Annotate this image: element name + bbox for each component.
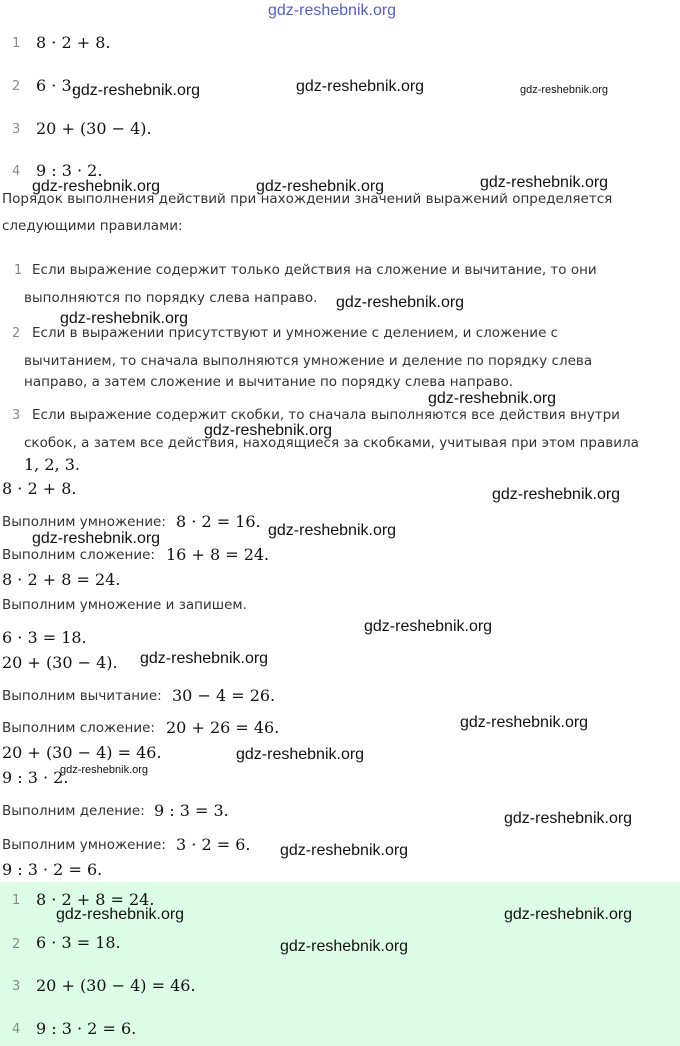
rule-text: вычитанием, то сначала выполняются умножение и деление по порядку слева xyxy=(24,353,593,369)
watermark: gdz-reshebnik.org xyxy=(336,294,465,311)
answer-expression: 6 · 3 = 18. xyxy=(36,933,121,952)
task-number: 1 xyxy=(12,36,21,51)
step-label: Выполним умножение и запишем. xyxy=(2,597,247,613)
rule-number: 2 xyxy=(12,326,21,341)
watermark: gdz-reshebnik.org xyxy=(504,906,633,923)
step-label: Выполним умножение: xyxy=(2,837,166,853)
solution-expression: 9 : 3 · 2. xyxy=(2,768,69,787)
task-number: 2 xyxy=(12,79,21,94)
rule-text: выполняются по порядку слева направо. xyxy=(24,290,318,306)
watermark: gdz-reshebnik.org xyxy=(256,178,385,195)
rule-text: Если выражение содержит только действия на сложение и вычитание, то они xyxy=(32,262,597,278)
watermark: gdz-reshebnik.org xyxy=(492,486,621,503)
step-math: 9 : 3 = 3. xyxy=(154,801,229,820)
step-math: 8 · 2 = 16. xyxy=(176,512,261,531)
step-math: 16 + 8 = 24. xyxy=(166,545,270,564)
step-math: 20 + 26 = 46. xyxy=(166,718,280,737)
watermark: gdz-reshebnik.org xyxy=(296,78,425,95)
solution-result: 6 · 3 = 18. xyxy=(2,628,87,647)
rule-text: Если в выражении присутствуют и умножение с делением, и сложение с xyxy=(32,325,559,341)
intro-line: следующими правилами: xyxy=(2,218,183,234)
watermark: gdz-reshebnik.org xyxy=(460,714,589,731)
rule-number: 1 xyxy=(14,263,23,278)
step-label: Выполним сложение: xyxy=(2,547,155,563)
watermark: gdz-reshebnik.org xyxy=(504,810,633,827)
task-expression: 8 · 2 + 8. xyxy=(36,33,111,52)
step-label: Выполним деление: xyxy=(2,803,145,819)
watermark: gdz-reshebnik.org xyxy=(428,390,557,407)
task-number: 3 xyxy=(12,122,21,137)
rule-text: Если выражение содержит скобки, то сначала выполняются все действия внутри xyxy=(32,407,620,423)
rule-refs: 1, 2, 3. xyxy=(24,455,80,474)
task-number: 4 xyxy=(12,164,21,179)
watermark: gdz-reshebnik.org xyxy=(520,84,609,96)
watermark: gdz-reshebnik.org xyxy=(204,422,333,439)
watermark: gdz-reshebnik.org xyxy=(280,842,409,859)
watermark: gdz-reshebnik.org xyxy=(72,82,201,99)
step-math: 3 · 2 = 6. xyxy=(176,835,251,854)
step-math: 30 − 4 = 26. xyxy=(172,686,276,705)
rule-text: скобок, а затем все действия, находящиеся за скобками, учитывая при этом правила xyxy=(24,435,639,451)
rule-number: 3 xyxy=(12,408,21,423)
solution-result: 20 + (30 − 4) = 46. xyxy=(2,743,162,762)
watermark: gdz-reshebnik.org xyxy=(480,174,609,191)
intro-line: Порядок выполнения действий при нахождении значений выражений определяется xyxy=(2,191,613,207)
solution-expression: 8 · 2 + 8. xyxy=(2,479,77,498)
watermark: gdz-reshebnik.org xyxy=(268,522,397,539)
watermark: gdz-reshebnik.org xyxy=(32,530,161,547)
watermark: gdz-reshebnik.org xyxy=(60,310,189,327)
answer-number: 4 xyxy=(12,1022,21,1037)
watermark: gdz-reshebnik.org xyxy=(60,764,149,776)
answer-expression: 20 + (30 − 4) = 46. xyxy=(36,976,196,995)
answer-number: 3 xyxy=(12,979,21,994)
task-expression: 9 : 3 · 2. xyxy=(36,161,103,180)
solution-expression: 20 + (30 − 4). xyxy=(2,653,118,672)
answer-number: 2 xyxy=(12,937,21,952)
watermark: gdz-reshebnik.org xyxy=(56,906,185,923)
watermark: gdz-reshebnik.org xyxy=(32,178,161,195)
step-label: Выполним умножение: xyxy=(2,514,166,530)
rule-text: направо, а затем сложение и вычитание по порядку слева направо. xyxy=(24,374,514,390)
watermark: gdz-reshebnik.org xyxy=(280,938,409,955)
solution-result: 9 : 3 · 2 = 6. xyxy=(2,860,103,879)
solution-result: 8 · 2 + 8 = 24. xyxy=(2,570,121,589)
answer-number: 1 xyxy=(12,893,21,908)
watermark: gdz-reshebnik.org xyxy=(364,618,493,635)
task-expression: 6 · 3. xyxy=(36,76,77,95)
step-label: Выполним вычитание: xyxy=(2,688,162,704)
step-label: Выполним сложение: xyxy=(2,720,155,736)
task-expression: 20 + (30 − 4). xyxy=(36,119,152,138)
answer-expression: 8 · 2 + 8 = 24. xyxy=(36,890,155,909)
watermark: gdz-reshebnik.org xyxy=(236,746,365,763)
watermark-top: gdz-reshebnik.org xyxy=(268,2,397,19)
watermark: gdz-reshebnik.org xyxy=(140,650,269,667)
answer-expression: 9 : 3 · 2 = 6. xyxy=(36,1019,137,1038)
